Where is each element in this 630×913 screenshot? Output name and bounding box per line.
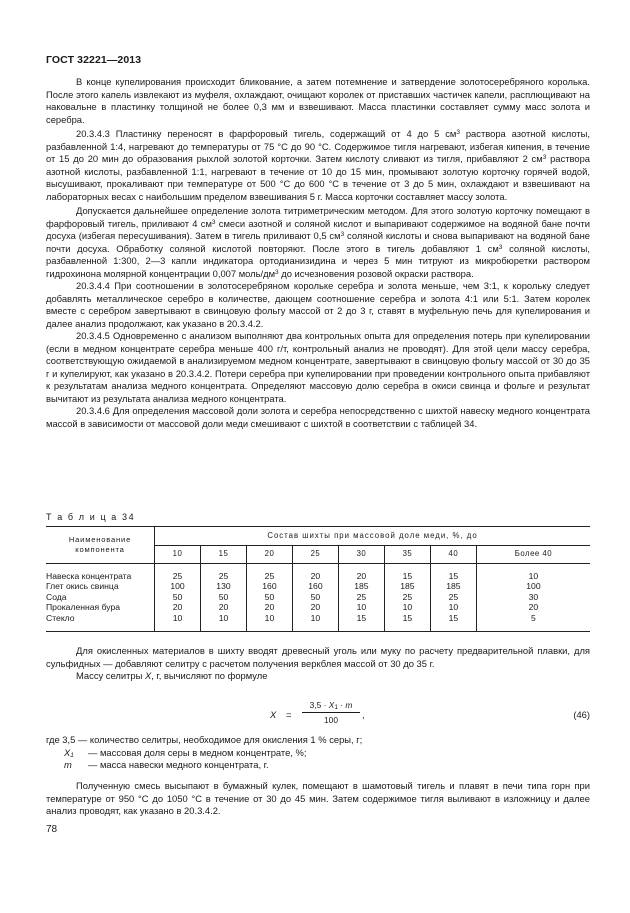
table-col-header: 30 (338, 546, 384, 564)
paragraph-20-3-4-6: 20.3.4.6 Для определения массовой доли золота и серебра непосредственно с шихтой навеску медного концентрата массой в зависимости от массовой доли меди смешивают с шихтой в соответствии с таблицей 34. (46, 405, 590, 429)
table-cell: 20 (310, 571, 321, 581)
paragraph-oxidized-materials: Для окисленных материалов в шихту вводят древесный уголь или муку по расчету предварительной плавки, для сульфидных — добавляют селитру с расчетом получения веркблея массой от 30 до 35 г. (46, 645, 590, 669)
after-table-text (46, 645, 590, 683)
table-col-header: 40 (430, 546, 476, 564)
formula-legend (46, 734, 590, 772)
table-cell: Навеска концентрата (46, 571, 132, 581)
legend-intro: где 3,5 — количество селитры, необходимое для окисления 1 % серы, г; (46, 734, 363, 745)
table-cell: Глет окись свинца (46, 581, 119, 592)
table-cell: 15 (448, 571, 459, 581)
table-col-header: Более 40 (476, 546, 590, 564)
formula-numerator: $3,5 \cdot X_1 \cdot m$ (302, 700, 360, 713)
formula-fraction (302, 700, 360, 726)
table-cell: 25 (172, 571, 183, 581)
legend-m-desc: — масса навески медного концентрата, г. (88, 759, 269, 770)
legend-x1-desc: — массовая доля серы в медном концентрате, %; (88, 746, 307, 758)
paragraph-20-3-4-5: 20.3.4.5 Одновременно с анализом выполняют два контрольных опыта для определения потерь при купелировании (если в медном концентрате серебра меньше 400 г/т, контрольный анализ не проводят). Для этой цели массу серебра, соответствующую ожидаемой в анализируемом медном концентрате, завертывают в свинцовую фольгу массой от 30 до 35 г и купелируют, как указано в 20.3.4.2. Потери серебра при купелировании при проведении контрольного опыта прибавляют к результатам анализа медного концентрата. Определяют массовую долю серебра в окиси свинца и фольге и результат вычитают из результата анализа медного концентрата. (46, 330, 590, 404)
table-column-15 (200, 564, 246, 632)
table-cell: 15 (448, 612, 459, 623)
table-cell: 10 (448, 602, 459, 613)
table-cell: 15 (356, 612, 367, 623)
table-col-header: 35 (384, 546, 430, 564)
table-cell: 20 (310, 602, 321, 613)
formula-lhs: X (270, 709, 277, 720)
paragraph-titrimetric: Допускается дальнейшее определение золота титриметрическим методом. Для этого золотую корточку помещают в фарфоровый тигель, приливают 4 $см^3$ смеси азотной и соляной кислот и выпаривают содержимое на водяной бане почти досуха (избегая пересушивания). Затем в тигель приливают 0,5 $см^3$ соляной кислоты и снова выпаривают на водяной бане почти досуха. Обработку соляной кислотой повторяют. После этого в тигель добавляют 1 $см^3$ соляной кислоты, разбавленной 1:300, 2—3 капли индикатора ортодианизидина и через 5 мин титруют из микробюретки раствором гидрохинона молярной концентрации 0,007 моль/$дм^3$ до исчезновения розовой окраски раствора. (46, 205, 590, 279)
table-column-10 (155, 564, 201, 632)
table-cell: 50 (310, 591, 321, 602)
table-cell: 30 (528, 591, 539, 602)
table-cell: 160 (262, 581, 277, 592)
table-column-30 (338, 564, 384, 632)
legend-x1-symbol: $X_1$ (64, 746, 74, 759)
table-caption: Т а б л и ц а 34 (46, 512, 136, 522)
main-text (46, 76, 590, 430)
table-cell: 20 (356, 571, 367, 581)
table-cell: 25 (218, 571, 229, 581)
table-cell: 25 (448, 591, 459, 602)
table-column-40 (430, 564, 476, 632)
table-cell: 5 (531, 612, 536, 623)
table-cell: 50 (172, 591, 183, 602)
formula-denominator: 100 (324, 715, 338, 725)
paragraph-cupellation-end: В конце купелирования происходит бликование, а затем потемнение и затвердение золотосеребряного королька. После этого капель извлекают из муфеля, охлаждают, очищают королек от приставших частичек капели, расплющивают на наковальне в пластинку толщиной не более 0,3 мм и взвешивают. Масса пластинки составляет сумму масс золота и серебра. (46, 76, 590, 125)
table-cell: 100 (526, 581, 541, 592)
table-cell: 185 (354, 581, 369, 592)
table-cell: 50 (218, 591, 229, 602)
table-col-header: 25 (292, 546, 338, 564)
table-cell: Сода (46, 591, 67, 602)
table-cell: 20 (264, 602, 275, 613)
paragraph-saltpeter-intro: Массу селитры X, г, вычисляют по формуле (76, 670, 268, 681)
table-cell: 25 (356, 591, 367, 602)
table-cell: 25 (402, 591, 413, 602)
table-cell: 10 (264, 612, 275, 623)
standard-header: ГОСТ 32221—2013 (46, 54, 142, 66)
table-cell: 15 (402, 612, 413, 623)
table-cell: 100 (170, 581, 185, 592)
table-body-row (46, 564, 590, 632)
formula-comma: , (362, 709, 365, 720)
table-cell: Прокаленная бура (46, 602, 121, 613)
table-column-35 (384, 564, 430, 632)
table-column-25 (292, 564, 338, 632)
table-cell: 185 (446, 581, 461, 592)
paragraph-melting: Полученную смесь высыпают в бумажный кулек, помещают в шамотовый тигель и плавят в печи типа горн при температуре от 950 °С до 1050 °С в течение от 30 до 45 мин. Затем содержимое тигля выливают в изложницу и далее анализ проводят, как указано в 20.3.4.2. (46, 780, 590, 816)
final-text (46, 780, 590, 818)
table-cell: 185 (400, 581, 415, 592)
formula-equals: = (286, 709, 292, 720)
component-names (46, 564, 155, 632)
table-cell: 10 (310, 612, 321, 623)
table-col-header: 20 (246, 546, 292, 564)
table-header-component: Наименование компонента (46, 527, 155, 564)
table-34 (46, 526, 590, 632)
table-cell: 130 (216, 581, 231, 592)
paragraph-20-3-4-4: 20.3.4.4 При соотношении в золотосеребряном корольке серебра и золота меньше, чем 3:1, к корольку следует добавлять металлическое серебро в количестве, дающем соотношение серебра и золота 4:1 или 5:1. Затем королек вместе с серебром завертывают в свинцовую фольгу массой от 2 до 3 г, ставят в муфельную печь для купелирования и далее анализ продолжают, как указано в 20.3.4.2. (46, 280, 590, 329)
table-cell: 10 (528, 571, 539, 581)
table-cell: 10 (218, 612, 229, 623)
table-col-header: 15 (200, 546, 246, 564)
table-cell: 25 (264, 571, 275, 581)
table-cell: 20 (172, 602, 183, 613)
formula-number: (46) (573, 709, 590, 720)
table-col-header: 10 (155, 546, 201, 564)
table-header-composition: Состав шихты при массовой доле меди, %, до (155, 527, 591, 546)
paragraph-20-3-4-3: 20.3.4.3 Пластинку переносят в фарфоровый тигель, содержащий от 4 до 5 $см^3$ раствора азотной кислоты, разбавленной 1:4, нагревают до температуры от 75 °С до 90 °С. Содержимое тигля нагревают, избегая кипения, в течение от 15 до 20 мин до образования рыхлой золотой корточки. Затем кислоту сливают из тигля, прибавляют 2 $см^3$ раствора азотной кислоты, разбавленной 1:1, нагревают в течение от 10 до 15 мин, промывают золотую корточку горячей водой, высушивают, прокаливают при температуре от 500 °С до 600 °С в течение от 3 до 5 мин, охлаждают и взвешивают на лабораторных весах с наибольшим пределом взвешивания 5 г. Масса корточки составляет массу золота. (46, 128, 590, 202)
table-column-over-40 (476, 564, 590, 632)
table-cell: 15 (402, 571, 413, 581)
table-column-20 (246, 564, 292, 632)
table-cell: 10 (172, 612, 183, 623)
table-cell: 10 (356, 602, 367, 613)
formula-46 (46, 700, 590, 730)
table-cell: 20 (528, 602, 539, 613)
table-cell: 20 (218, 602, 229, 613)
page-number: 78 (46, 824, 58, 835)
table-cell: 10 (402, 602, 413, 613)
table-cell: 50 (264, 591, 275, 602)
table-cell: 160 (308, 581, 323, 592)
legend-m-symbol: m (64, 759, 72, 770)
table-cell: Стекло (46, 612, 75, 623)
